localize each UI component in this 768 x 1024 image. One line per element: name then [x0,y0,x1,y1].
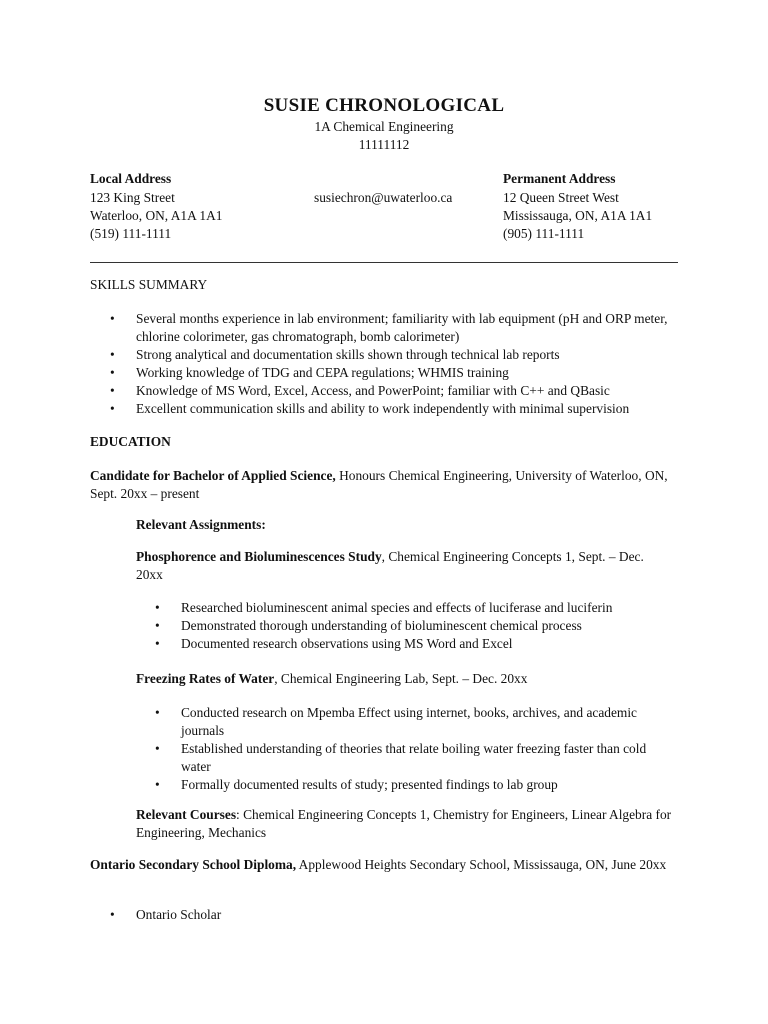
permanent-street: 12 Queen Street West [503,190,619,205]
header-divider [90,262,678,263]
permanent-city: Mississauga, ON, A1A 1A1 [503,208,653,223]
list-item: • Knowledge of MS Word, Excel, Access, and PowerPoint; familiar with C++ and QBasic [110,383,610,398]
resume-name: SUSIE CHRONOLOGICAL [263,95,505,116]
local-address-heading: Local Address [90,171,172,186]
permanent-address-heading: Permanent Address [503,171,616,186]
student-id: 11111112 [358,137,410,152]
assignment-2-list [155,704,661,794]
bullet-icon: • [110,907,115,922]
program-line: 1A Chemical Engineering [314,119,454,134]
list-item: • Documented research observations using MS Word and Excel [155,636,513,651]
list-item: • Researched bioluminescent animal species and effects of luciferase and luciferin [155,600,613,615]
email-address: susiechron@uwaterloo.ca [314,190,453,205]
bullet-icon: • [155,777,160,792]
list-item: • Strong analytical and documentation skills shown through technical lab reports [110,347,560,362]
local-phone: (519) 111-1111 [90,226,172,241]
bullet-icon: • [155,741,160,756]
assignment-1-list [155,599,671,653]
assignment-1-title: Phosphorence and Bioluminescences Study [136,549,382,564]
bullet-icon: • [155,600,160,615]
skills-list [110,310,676,418]
list-item: • Several months experience in lab environment; familiarity with lab equipment (pH and ORP meter, chlorine colorimeter, gas chromatograph, bomb calorimeter) [110,311,668,344]
bullet-icon: • [110,401,115,416]
assignment-1-detail: , Chemical Engineering Concepts 1, Sept. – Dec. 20xx [136,549,644,582]
courses-detail: : Chemical Engineering Concepts 1, Chemistry for Engineers, Linear Algebra for Engineering, Mechanics [136,807,672,840]
assignments-heading: Relevant Assignments: [136,517,266,532]
local-city: Waterloo, ON, A1A 1A1 [90,208,223,223]
diploma-list [110,906,636,924]
diploma-entry [90,856,670,874]
list-item: • Conducted research on Mpemba Effect using internet, books, archives, and academic journals [155,705,637,738]
degree-entry [90,467,670,503]
diploma-detail: Applewood Heights Secondary School, Mississauga, ON, June 20xx [296,857,667,872]
education-heading: EDUCATION [90,434,171,449]
courses-title: Relevant Courses [136,807,237,822]
bullet-icon: • [110,311,115,326]
assignment-2-detail: , Chemical Engineering Lab, Sept. – Dec. 20xx [274,671,528,686]
assignment-2 [136,670,666,688]
degree-detail: Honours Chemical Engineering, University of Waterloo, ON, Sept. 20xx – present [90,468,668,501]
list-item: • Demonstrated thorough understanding of bioluminescent chemical process [155,618,582,633]
list-item: • Established understanding of theories that relate boiling water freezing faster than cold water [155,741,647,774]
list-item: • Working knowledge of TDG and CEPA regulations; WHMIS training [110,365,509,380]
bullet-icon: • [155,705,160,720]
relevant-courses [136,806,676,842]
bullet-icon: • [155,618,160,633]
bullet-icon: • [110,383,115,398]
list-item: • Excellent communication skills and ability to work independently with minimal supervision [110,401,630,416]
degree-title: Candidate for Bachelor of Applied Science, [90,468,336,483]
bullet-icon: • [110,365,115,380]
bullet-icon: • [155,636,160,651]
diploma-title: Ontario Secondary School Diploma, [90,857,297,872]
local-street: 123 King Street [90,190,175,205]
list-item: • Formally documented results of study; presented findings to lab group [155,777,558,792]
assignment-2-title: Freezing Rates of Water [136,671,275,686]
skills-heading: SKILLS SUMMARY [90,277,208,292]
assignment-1 [136,548,666,584]
bullet-icon: • [110,347,115,362]
permanent-phone: (905) 111-1111 [503,226,585,241]
list-item: • Ontario Scholar [110,907,222,922]
